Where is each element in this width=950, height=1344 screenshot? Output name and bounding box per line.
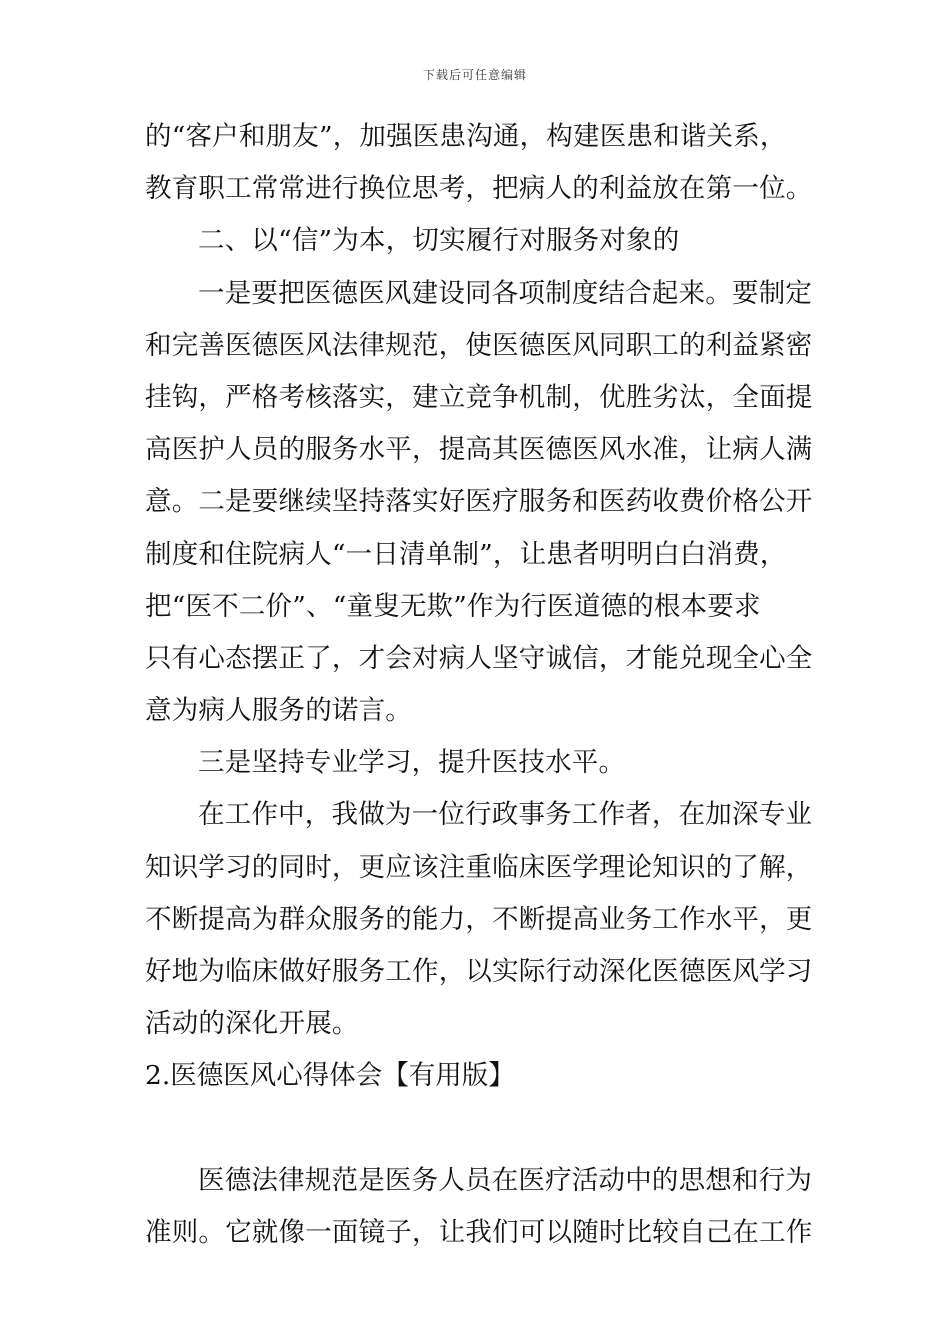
paragraph-line: 的“客户和朋友”，加强医患沟通，构建医患和谐关系， [145,121,787,152]
paragraph-line: 不断提高为群众服务的能力，不断提高业务工作水平，更 [145,903,813,935]
paragraph-line: 医德法律规范是医务人员在医疗活动中的思想和行为 [198,1164,813,1196]
header-note: 下载后可任意编辑 [422,68,527,82]
paragraph-line: 制度和住院病人“一日清单制”，让患者明明白白消费， [145,538,787,570]
paragraph-line: 知识学习的同时，更应该注重临床医学理论知识的了解， [145,851,813,883]
paragraph-line: 好地为临床做好服务工作，以实际行动深化医德医风学习 [145,956,813,987]
paragraph-line: 高医护人员的服务水平，提高其医德医风水准，让病人满 [145,434,813,466]
section-heading: 二、以“信”为本，切实履行对服务对象的 [198,225,680,257]
document-body [145,121,813,1272]
paragraph-line: 和完善医德医风法律规范，使医德医风同职工的利益紧密 [145,329,813,361]
paragraph-line: 挂钩，严格考核落实，建立竞争机制，优胜劣汰，全面提 [145,381,813,413]
paragraph-line: 把“医不二价”、“童叟无欺”作为行医道德的根本要求 [145,590,761,622]
paragraph-line: 只有心态摆正了，才会对病人坚守诚信，才能兑现全心全 [145,642,813,674]
blank-line [145,1116,807,1168]
paragraph-line: 意。二是要继续坚持落实好医疗服务和医药收费价格公开 [145,486,813,518]
paragraph-line: 意为病人服务的诺言。 [145,695,412,727]
paragraph-line: 教育职工常常进行换位思考，把病人的利益放在第一位。 [145,173,813,205]
paragraph-line: 一是要把医德医风建设同各项制度结合起来。要制定 [198,277,813,309]
paragraph-line: 准则。它就像一面镜子，让我们可以随时比较自己在工作 [145,1217,813,1249]
article-title: 2.医德医风心得体会【有用版】 [145,1060,515,1092]
section-heading: 三是坚持专业学习，提升医技水平。 [198,747,626,779]
paragraph-line: 活动的深化开展。 [145,1008,359,1040]
paragraph-line: 在工作中，我做为一位行政事务工作者，在加深专业 [198,799,813,831]
